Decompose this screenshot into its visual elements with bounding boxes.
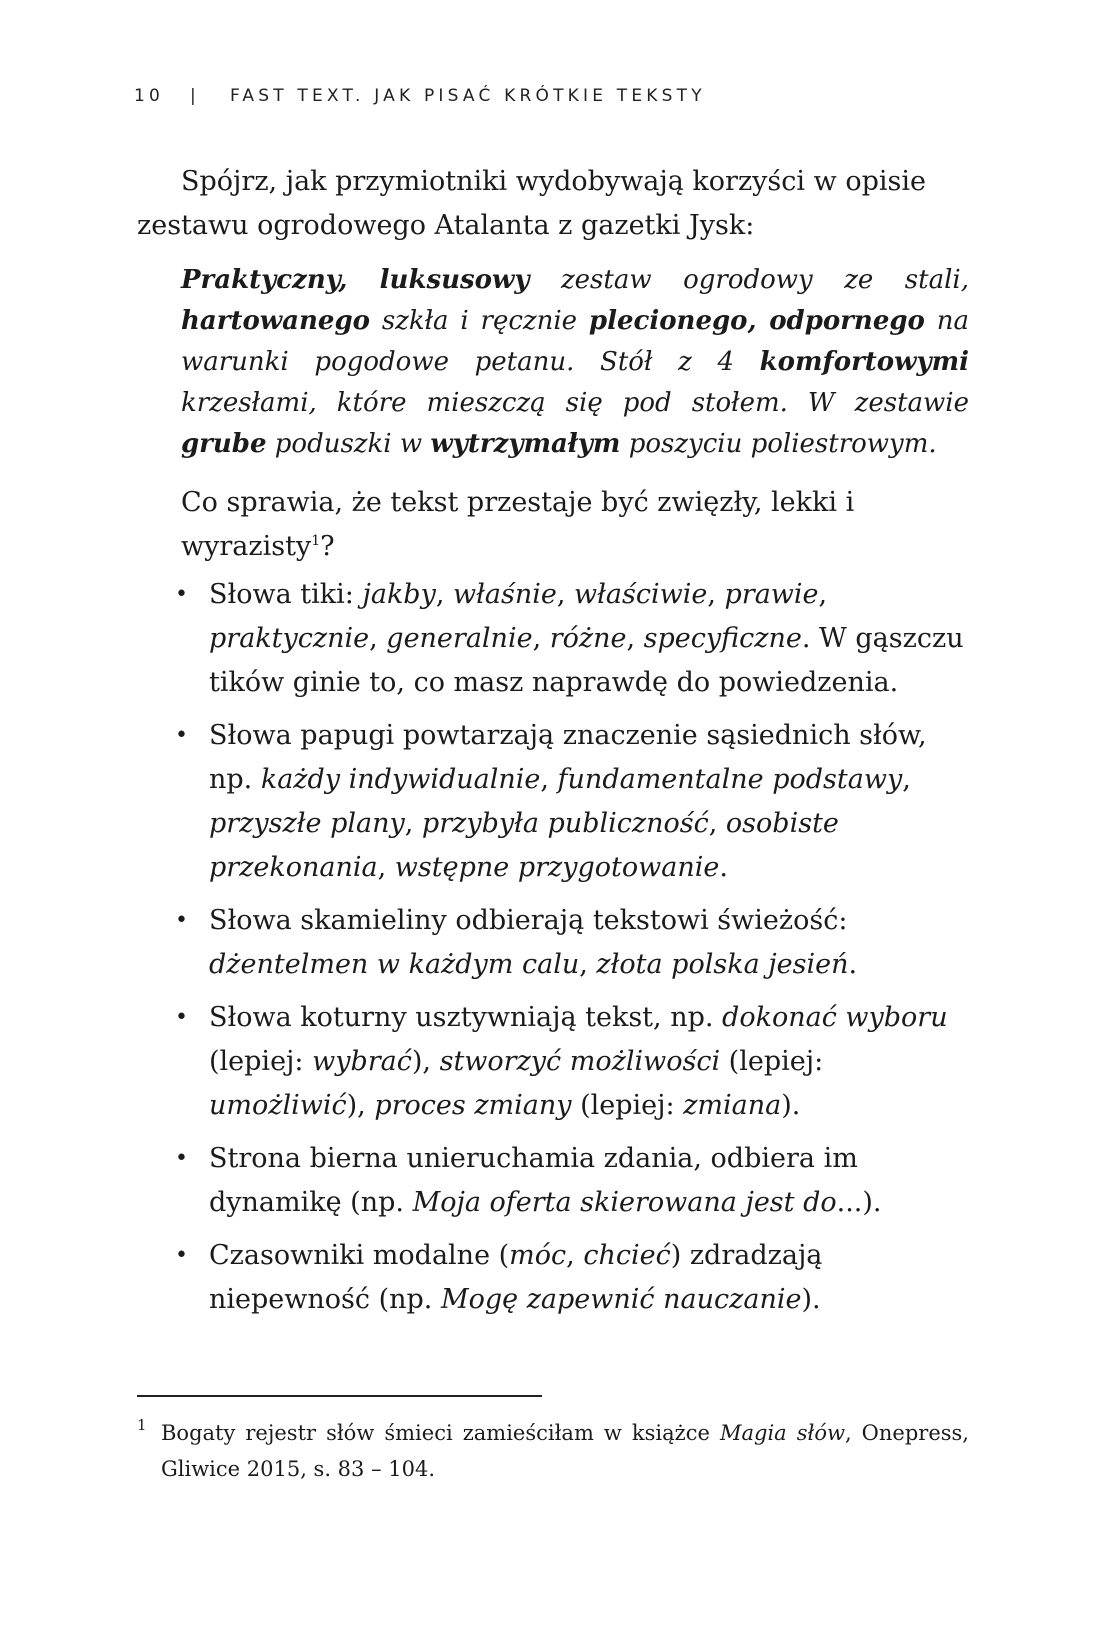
item-text: , bbox=[435, 579, 454, 610]
item-text: , bbox=[556, 579, 575, 610]
item-text: Czasowniki modalne ( bbox=[209, 1240, 510, 1271]
bullet: • bbox=[175, 723, 188, 748]
item-text: ). bbox=[781, 1090, 801, 1121]
footnote-book-title: Magia słów bbox=[719, 1421, 845, 1445]
problem-list bbox=[137, 573, 969, 1322]
item-example: przyszłe plany bbox=[209, 808, 405, 839]
item-example: Mogę zapewnić nauczanie bbox=[440, 1284, 802, 1315]
item-text: Słowa tiki: bbox=[209, 579, 363, 610]
list-item bbox=[175, 996, 969, 1128]
item-text: (lepiej: bbox=[209, 1046, 313, 1077]
item-example: dżentelmen w każdym calu bbox=[209, 949, 580, 980]
item-text: , bbox=[902, 764, 911, 795]
quote-bold: plecionego, odpornego bbox=[588, 306, 925, 336]
footnote-divider bbox=[137, 1395, 542, 1397]
question-mark: ? bbox=[320, 531, 335, 562]
item-example: złota polska jesień bbox=[596, 949, 849, 980]
item-example: zmiana bbox=[683, 1090, 782, 1121]
footnote-body bbox=[137, 1415, 969, 1487]
list-item bbox=[175, 573, 969, 705]
quote-text: zestaw ogrodowy ze stali, bbox=[529, 265, 969, 295]
footnote-number: 1 bbox=[137, 1416, 147, 1434]
item-text: , bbox=[369, 623, 387, 654]
footnote-reference[interactable]: 1 bbox=[311, 533, 321, 549]
item-text: . W gąszczu tików ginie to, co masz naprawdę do powiedzenia. bbox=[209, 623, 964, 698]
item-example: właśnie bbox=[453, 579, 557, 610]
quote-text: krzesłami, które mieszczą się pod stołem. W zestawie bbox=[181, 388, 969, 418]
quote-bold: hartowanego bbox=[181, 306, 370, 336]
quote-text: poszyciu poliestrowym. bbox=[620, 429, 937, 459]
item-text: (lepiej: bbox=[571, 1090, 684, 1121]
item-example: przybyła publiczność bbox=[421, 808, 709, 839]
item-example: prawie bbox=[724, 579, 819, 610]
footnote-text: Bogaty rejestr słów śmieci zamieściłam w książce bbox=[161, 1421, 720, 1445]
item-example: umożliwić bbox=[209, 1090, 347, 1121]
item-example: Moja oferta skierowana jest do bbox=[412, 1187, 837, 1218]
item-example: stworzyć możliwości bbox=[439, 1046, 721, 1077]
item-example: praktycznie bbox=[209, 623, 370, 654]
item-example: osobiste przekonania bbox=[209, 808, 839, 883]
quote-text: na warunki pogodowe petanu. Stół z 4 bbox=[181, 306, 969, 377]
quote-bold: grube bbox=[181, 429, 267, 459]
bullet: • bbox=[175, 1243, 188, 1268]
item-example: różne bbox=[549, 623, 627, 654]
bullet: • bbox=[175, 1146, 188, 1171]
intro-paragraph: Spójrz, jak przymiotniki wydobywają korzyści w opisie zestawu ogrodowego Atalanta z gazetki Jysk: bbox=[137, 166, 926, 241]
list-item bbox=[175, 899, 969, 987]
list-item bbox=[175, 714, 969, 890]
item-text: . bbox=[848, 949, 858, 980]
item-text: , bbox=[377, 852, 395, 883]
item-text: ), bbox=[411, 1046, 440, 1077]
item-text: , bbox=[579, 949, 597, 980]
item-example: fundamentalne podstawy bbox=[557, 764, 903, 795]
footnote-text: , Onepress, Gliwice 2015, s. 83 – 104. bbox=[161, 1421, 969, 1481]
catalog-quote bbox=[181, 260, 969, 465]
item-example: jakby bbox=[362, 579, 436, 610]
item-example: generalnie bbox=[386, 623, 533, 654]
item-example: chcieć bbox=[583, 1240, 671, 1271]
item-text: . bbox=[719, 852, 728, 883]
quote-bold: wytrzymałym bbox=[430, 429, 621, 459]
bullet: • bbox=[175, 908, 188, 933]
question-paragraph bbox=[181, 481, 969, 569]
quote-text: poduszki w bbox=[266, 429, 431, 459]
item-text: ) zdradzają niepewność (np. bbox=[209, 1240, 823, 1315]
footnote bbox=[137, 1415, 969, 1487]
item-text: , bbox=[708, 808, 726, 839]
item-text: , bbox=[707, 579, 725, 610]
item-text: , bbox=[626, 623, 644, 654]
quote-bold: Praktyczny, luksusowy bbox=[181, 265, 530, 295]
header-separator: | bbox=[190, 86, 200, 106]
bullet: • bbox=[175, 1005, 188, 1030]
item-text: ). bbox=[801, 1284, 821, 1315]
question-text: Co sprawia, że tekst przestaje być zwięzły, lekki i wyrazisty bbox=[181, 487, 855, 562]
running-header bbox=[134, 86, 706, 106]
page-body bbox=[137, 160, 969, 1331]
item-example: wybrać bbox=[312, 1046, 412, 1077]
page-number: 10 bbox=[134, 86, 165, 106]
item-example: wstępne przygotowanie bbox=[394, 852, 720, 883]
item-example: każdy indywidualnie bbox=[260, 764, 541, 795]
item-text: (lepiej: bbox=[720, 1046, 824, 1077]
item-text: ), bbox=[346, 1090, 375, 1121]
item-text: Słowa skamieliny odbierają tekstowi świeżość: bbox=[209, 905, 848, 936]
bullet: • bbox=[175, 582, 188, 607]
quote-text: szkła i ręcznie bbox=[370, 306, 589, 336]
item-text: Słowa koturny usztywniają tekst, np. bbox=[209, 1002, 723, 1033]
list-item bbox=[175, 1137, 969, 1225]
item-text: ...). bbox=[836, 1187, 882, 1218]
item-text: , bbox=[818, 579, 828, 610]
list-item bbox=[175, 1234, 969, 1322]
quote-bold: komfortowymi bbox=[759, 347, 969, 377]
item-text: , bbox=[404, 808, 422, 839]
item-example: dokonać wyboru bbox=[722, 1002, 948, 1033]
item-text: , bbox=[566, 1240, 584, 1271]
item-example: właściwie bbox=[574, 579, 708, 610]
book-title: FAST TEXT. JAK PISAĆ KRÓTKIE TEKSTY bbox=[229, 86, 706, 106]
item-example: proces zmiany bbox=[374, 1090, 572, 1121]
item-text: Strona bierna unieruchamia zdania, odbiera im dynamikę (np. bbox=[209, 1143, 858, 1218]
item-text: Słowa papugi powtarzają znaczenie sąsiednich słów, np. bbox=[209, 720, 927, 795]
item-text: , bbox=[540, 764, 558, 795]
item-example: móc bbox=[509, 1240, 567, 1271]
item-example: specyficzne bbox=[643, 623, 802, 654]
item-text: , bbox=[532, 623, 550, 654]
